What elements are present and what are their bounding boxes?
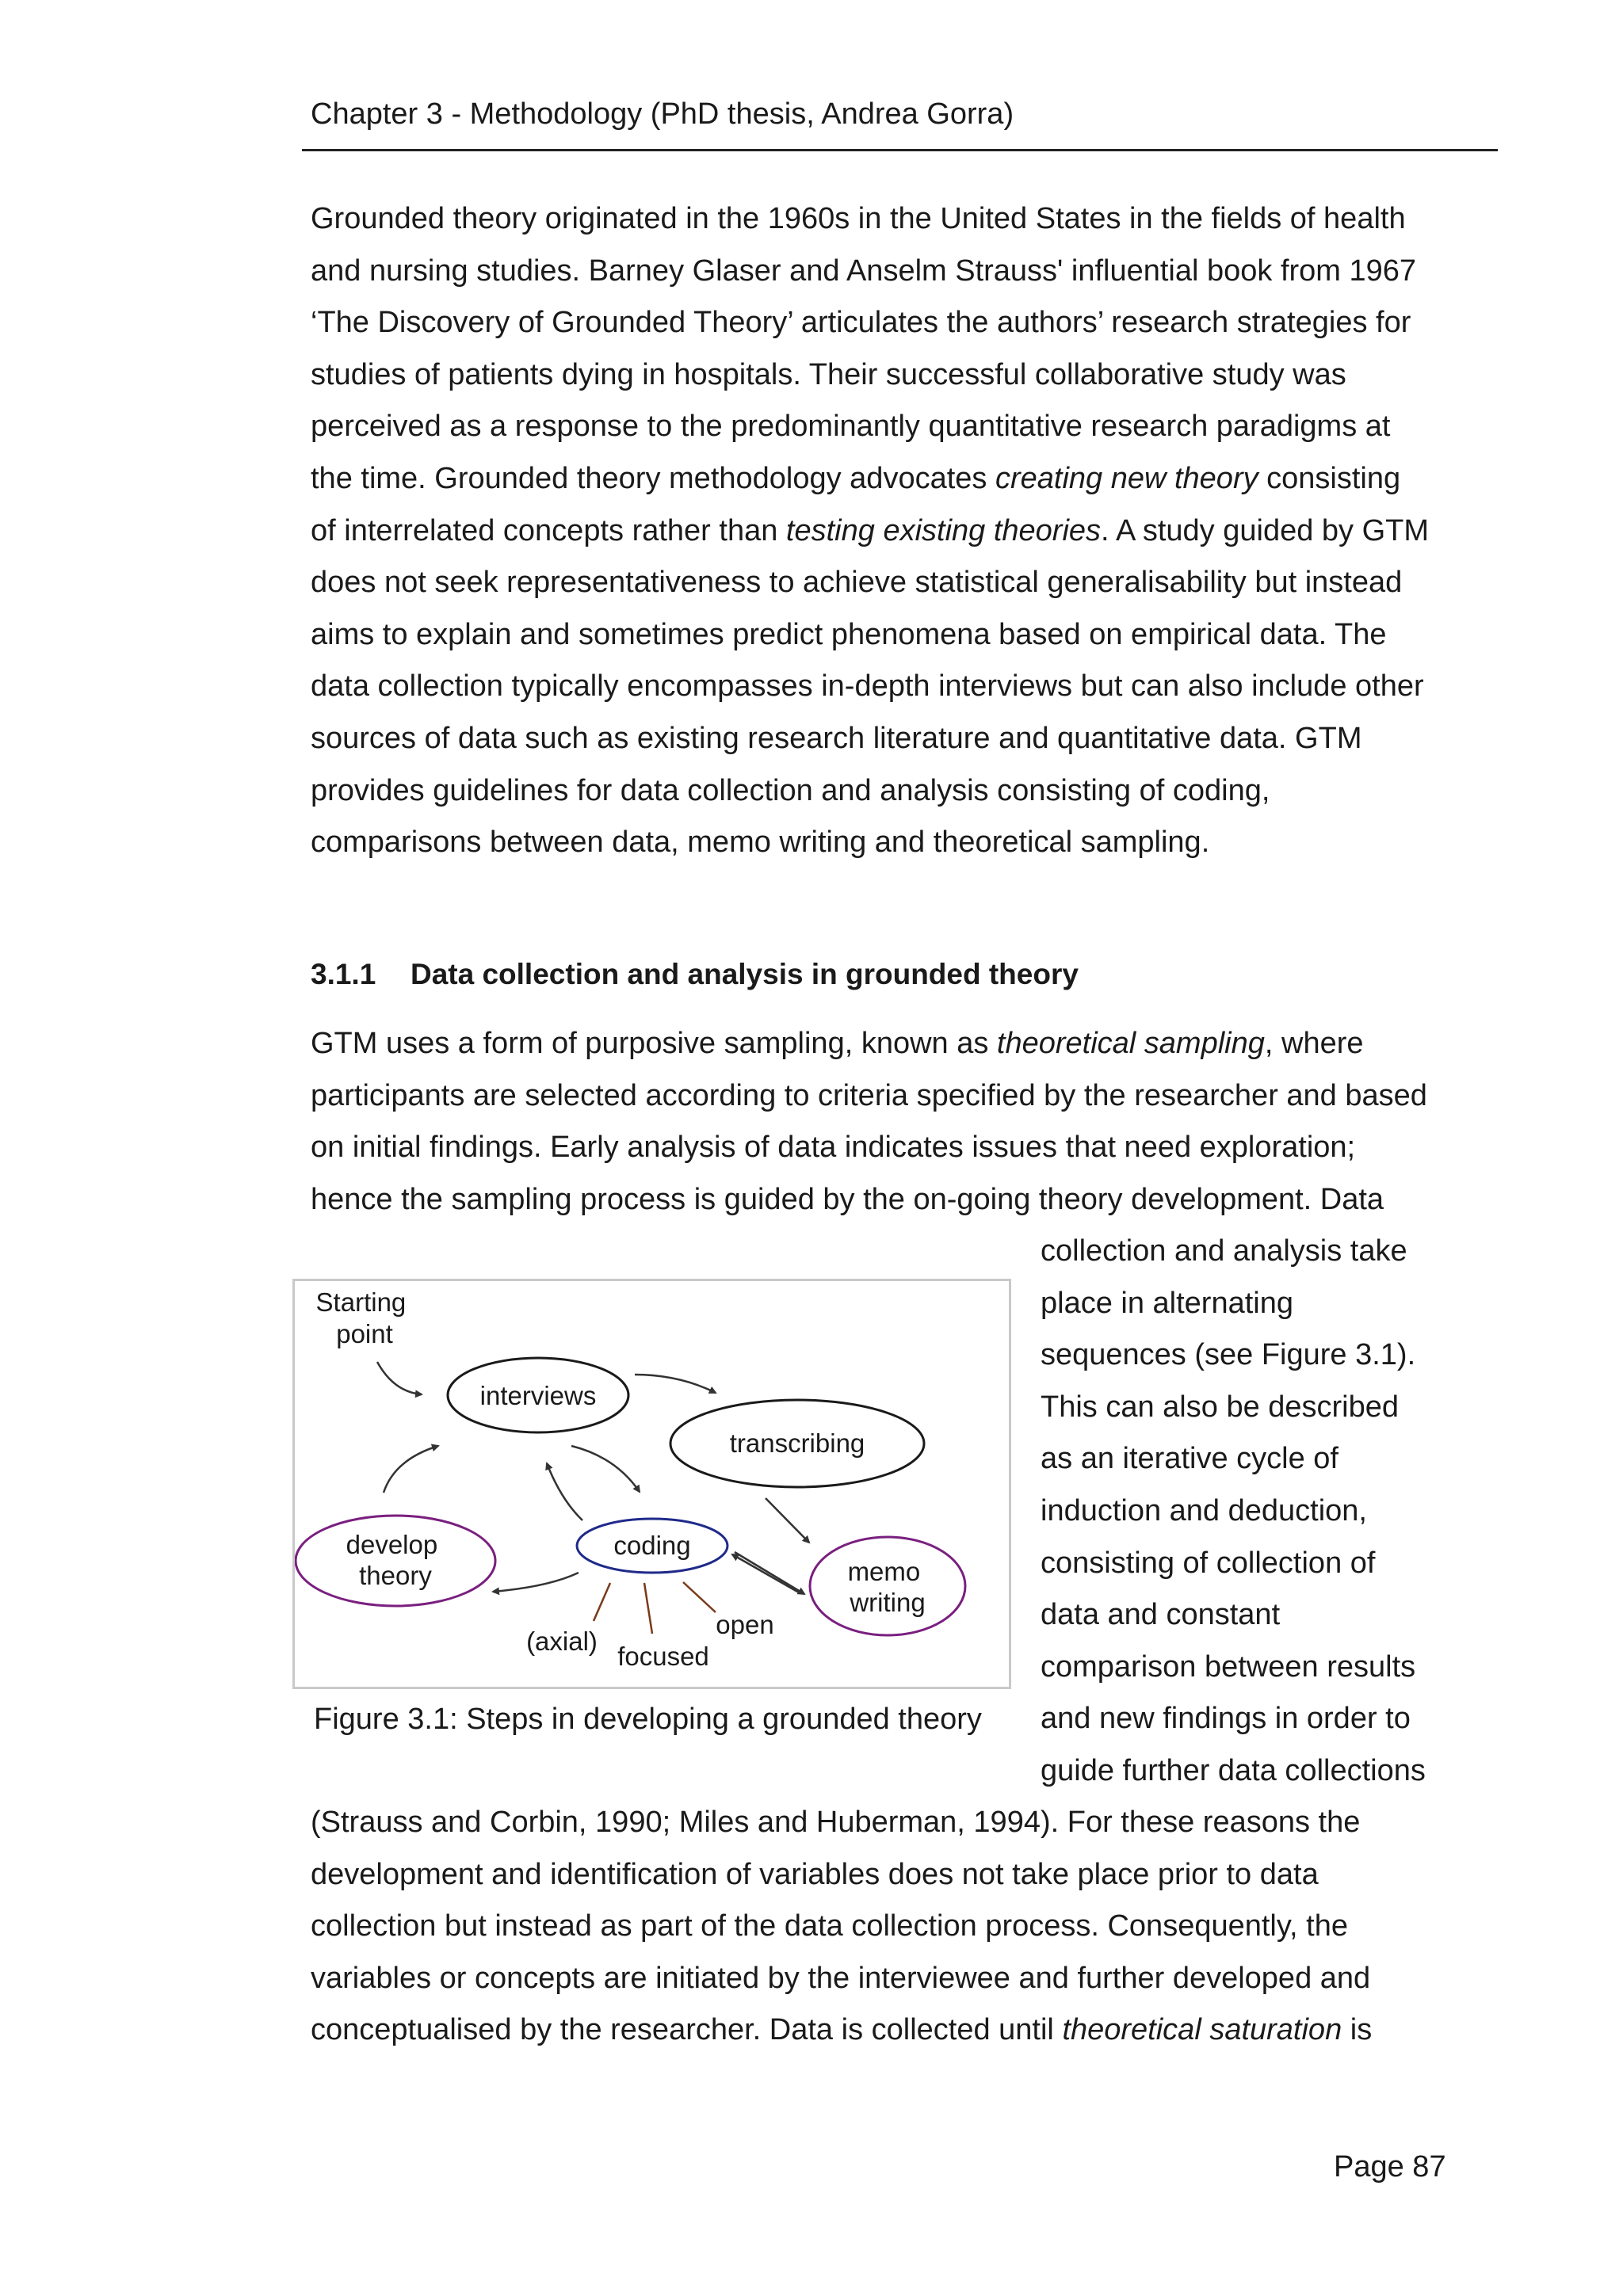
text-line (311, 765, 1452, 818)
text-run: (Strauss and Corbin, 1990; Miles and Huberman, 1994). For these reasons the (311, 1806, 1361, 1839)
text-line (1041, 1329, 1484, 1382)
emphasis-text: testing existing theories (785, 513, 1102, 547)
text-run: collection but instead as part of the data collection process. Consequently, the (311, 1909, 1348, 1943)
text-run: conceptualised by the researcher. Data is collected until (311, 2013, 1063, 2047)
text-run: and new findings in order to (1041, 1702, 1411, 1736)
text-line (311, 609, 1452, 662)
arrow-memo-to-coding (732, 1554, 799, 1592)
text-run: induction and deduction, (1041, 1493, 1367, 1527)
text-line (1041, 1745, 1484, 1798)
text-line (311, 1849, 1452, 1901)
text-run: perceived as a response to the predominantly quantitative research paradigms at (311, 410, 1391, 444)
text-run: sequences (see Figure 3.1). (1041, 1338, 1416, 1372)
text-run: provides guidelines for data collection and analysis consisting of coding, (311, 773, 1270, 807)
arrow-coding-to-memo (735, 1552, 804, 1594)
arrow-transcribing-to-memo (766, 1498, 809, 1543)
text-run: participants are selected according to criteria specified by the researcher and based (311, 1078, 1427, 1112)
section-heading (311, 951, 1079, 998)
text-line (311, 2004, 1452, 2057)
starting-point-label (316, 1287, 414, 1348)
intro-paragraph (311, 193, 1452, 869)
text-line (311, 1122, 1452, 1174)
text-run: comparisons between data, memo writing and theoretical sampling. (311, 826, 1210, 860)
after-figure-paragraph (311, 1797, 1452, 2057)
text-run: . A study guided by GTM (1101, 513, 1430, 547)
emphasis-text: theoretical saturation (1062, 2013, 1342, 2047)
text-line (1041, 1693, 1484, 1745)
memo-line-2: writing (850, 1588, 926, 1617)
text-line (311, 453, 1452, 505)
text-line (1041, 1382, 1484, 1434)
text-run: , where (1264, 1027, 1364, 1060)
text-line (311, 557, 1452, 609)
text-run: on initial findings. Early analysis of data indicates issues that need exploration; (311, 1131, 1356, 1165)
text-run: as an iterative cycle of (1041, 1442, 1338, 1476)
starting-point-line-2: point (336, 1319, 393, 1348)
figure-3-1 (292, 1279, 1011, 1689)
text-line (1041, 1278, 1484, 1330)
header-rule (302, 149, 1498, 151)
memo-writing-node (810, 1537, 965, 1635)
text-run: aims to explain and sometimes predict phenomena based on empirical data. The (311, 617, 1387, 651)
arrow-coding-to-interviews (547, 1463, 582, 1520)
text-run: data collection typically encompasses in-depth interviews but can also include other (311, 669, 1424, 704)
text-run: of interrelated concepts rather than (311, 513, 786, 547)
text-run: is (1342, 2013, 1373, 2047)
text-run: guide further data collections (1041, 1753, 1426, 1787)
text-run: the time. Grounded theory methodology advocates (311, 461, 995, 495)
section-paragraph (311, 1018, 1452, 1226)
text-run: GTM uses a form of purposive sampling, known as (311, 1027, 997, 1060)
text-line (311, 1953, 1452, 2005)
text-line (1041, 1486, 1484, 1538)
text-line (311, 505, 1452, 558)
emphasis-text: theoretical sampling (996, 1027, 1265, 1060)
focused-label: focused (617, 1642, 709, 1671)
text-run: Grounded theory originated in the 1960s in the United States in the fields of health (311, 202, 1406, 235)
text-run: does not seek representativeness to achieve statistical generalisability but instead (311, 566, 1403, 600)
branch-focused (644, 1583, 652, 1634)
text-line (311, 1901, 1452, 1953)
coding-label: coding (613, 1531, 691, 1560)
axial-label: (axial) (526, 1627, 598, 1656)
section-title: Data collection and analysis in grounded theory (411, 958, 1079, 990)
text-line (311, 1797, 1452, 1849)
text-line (311, 661, 1452, 713)
transcribing-label: transcribing (729, 1428, 865, 1458)
text-run: ‘The Discovery of Grounded Theory’ articulates the authors’ research strategies for (311, 306, 1411, 340)
text-run: development and identification of variables does not take place prior to data (311, 1857, 1319, 1891)
text-run: hence the sampling process is guided by the on-going theory development. Data (311, 1182, 1384, 1216)
text-run: place in alternating (1041, 1286, 1293, 1320)
arrow-interviews-to-coding (571, 1446, 640, 1492)
grounded-theory-diagram (295, 1281, 1009, 1687)
text-line (1041, 1433, 1484, 1486)
text-run: collection and analysis take (1041, 1234, 1407, 1268)
text-run: consisting (1258, 461, 1401, 495)
text-line (1041, 1538, 1484, 1590)
text-line (311, 246, 1452, 298)
text-run: comparison between results (1041, 1650, 1416, 1684)
branch-axial (594, 1583, 610, 1621)
text-run: This can also be described (1041, 1390, 1400, 1424)
start-arrow (377, 1362, 422, 1394)
text-run: variables or concepts are initiated by the interviewee and further developed and (311, 1961, 1371, 1995)
text-run: studies of patients dying in hospitals. Their successful collaborative study was (311, 357, 1346, 391)
text-line (311, 1174, 1452, 1226)
arrow-interviews-to-transcribing (635, 1375, 716, 1393)
running-header: Chapter 3 - Methodology (PhD thesis, Andrea Gorra) (311, 97, 1014, 131)
text-line (311, 713, 1452, 765)
text-line (311, 401, 1452, 453)
starting-point-line-1: Starting (315, 1287, 407, 1317)
arrow-develop-to-interviews (384, 1446, 438, 1493)
text-line (1041, 1226, 1484, 1278)
develop-line-2: theory (359, 1561, 432, 1590)
text-run: and nursing studies. Barney Glaser and Anselm Strauss' influential book from 1967 (311, 254, 1417, 288)
text-run: sources of data such as existing research literature and quantitative data. GTM (311, 721, 1362, 755)
figure-caption: Figure 3.1: Steps in developing a grounded theory (314, 1703, 982, 1736)
emphasis-text: creating new theory (995, 461, 1258, 495)
wrap-text-beside-figure (1041, 1226, 1484, 1798)
branch-open (683, 1582, 716, 1612)
text-line (311, 817, 1452, 869)
interviews-label: interviews (479, 1381, 597, 1410)
text-run: data and constant (1041, 1598, 1281, 1632)
text-line (1041, 1589, 1484, 1642)
text-line (311, 193, 1452, 246)
arrow-coding-to-develop (493, 1573, 579, 1592)
text-line (311, 1018, 1452, 1070)
text-line (311, 297, 1452, 349)
text-line (311, 349, 1452, 402)
page-number: Page 87 (1334, 2150, 1446, 2183)
open-label: open (716, 1610, 774, 1639)
text-line (311, 1070, 1452, 1123)
text-run: consisting of collection of (1041, 1546, 1376, 1580)
memo-line-1: memo (847, 1557, 921, 1586)
text-line (1041, 1642, 1484, 1694)
develop-line-1: develop (346, 1530, 438, 1559)
section-number: 3.1.1 (311, 958, 376, 990)
